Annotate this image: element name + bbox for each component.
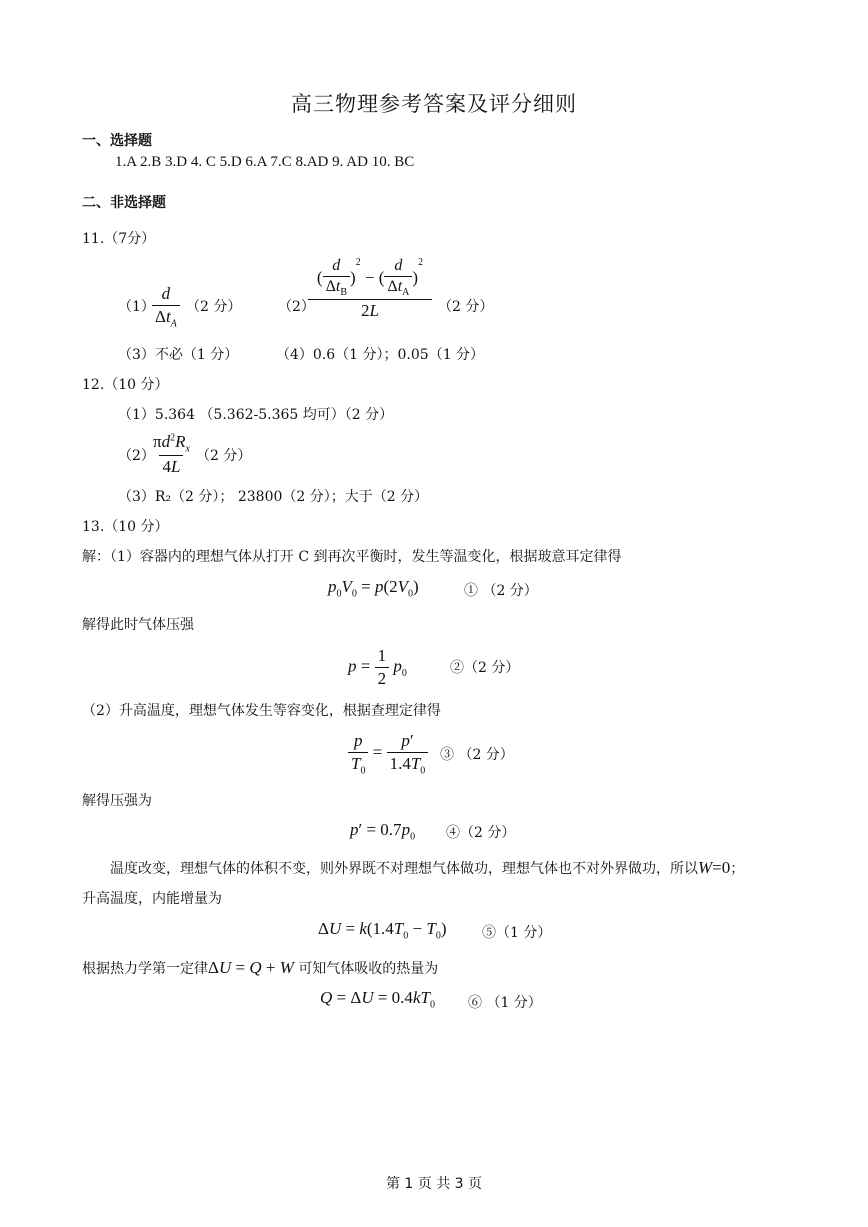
q13-text4: 解得压强为	[82, 793, 152, 809]
q11-part2-label: （2）	[278, 299, 315, 315]
q12-part2-label: （2）	[118, 448, 155, 464]
q13-eq1: $p_0V_0 = p(2V_0)$	[328, 577, 419, 600]
q13-eq5-score: ⑤（1 分）	[482, 925, 552, 941]
q12-part2-score: （2 分）	[196, 448, 252, 464]
q12-part3: （3）R₂（2 分）； 23800（2 分）；大于（2 分）	[118, 489, 429, 505]
section-heading-nonchoice: 二、非选择题	[82, 195, 166, 211]
q13-text3: （2）升高温度，理想气体发生等容变化，根据查理定律得	[82, 703, 441, 719]
q13-eq3: $\frac{p}{T_0}$ = $\frac{p'}{1.4T_0}$	[348, 731, 428, 776]
q11-part3: （3）不必（1 分）	[118, 347, 239, 363]
q11-part2-formula: ( $\frac{d}{\Delta t_B}$ ) $^2$ − ( $\frac{d}{\Delta t_A}$ ) $^2$ 2L	[308, 257, 432, 321]
q11-part1-label: （1）	[118, 299, 155, 315]
q13-eq6-score: ⑥ （1 分）	[468, 995, 542, 1011]
q13-eq4-score: ④（2 分）	[446, 825, 516, 841]
q12-header: 12.（10 分）	[82, 377, 169, 393]
page-footer: 第 1 页 共 3 页	[385, 1176, 483, 1192]
q13-header: 13.（10 分）	[82, 519, 169, 535]
q13-text6: 根据热力学第一定律ΔU = Q + W 可知气体吸收的热量为	[82, 958, 439, 977]
q12-part2-formula: $\frac{\pi d^2R_x}{4L}$	[153, 432, 190, 477]
q11-part1-formula: $\frac{d}{\Delta t_A}$	[152, 284, 180, 329]
q13-text2: 解得此时气体压强	[82, 617, 194, 633]
choice-answers: 1.A 2.B 3.D 4. C 5.D 6.A 7.C 8.AD 9. AD 10. BC	[115, 154, 415, 170]
q11-part2-score: （2 分）	[438, 299, 494, 315]
q13-eq6: $Q = \Delta U = 0.4kT_0$	[320, 988, 435, 1011]
q11-header: 11.（7分）	[82, 231, 156, 247]
q13-text5a: 温度改变，理想气体的体积不变，则外界既不对理想气体做功，理想气体也不对外界做功，所以W=0；	[110, 858, 745, 877]
q13-intro: 解：（1）容器内的理想气体从打开 C 到再次平衡时，发生等温变化，根据玻意耳定律得	[82, 549, 622, 565]
q13-eq2: p = $\frac{1}{2}$ $p_0$	[348, 646, 407, 688]
q11-part4: （4）0.6（1 分）；0.05（1 分）	[276, 347, 485, 363]
q13-eq1-score: ① （2 分）	[464, 583, 538, 599]
q13-eq4: $p' = 0.7p_0$	[350, 820, 416, 843]
q13-text5b: 升高温度，内能增量为	[82, 891, 222, 907]
q11-part1-score: （2 分）	[186, 299, 242, 315]
q12-part1: （1）5.364 （5.362-5.365 均可）（2 分）	[118, 407, 394, 423]
q13-eq5: $\Delta U = k(1.4T_0 - T_0)$	[318, 919, 447, 942]
q13-eq2-score: ②（2 分）	[450, 660, 520, 676]
q13-eq3-score: ③ （2 分）	[440, 747, 514, 763]
page-title: 高三物理参考答案及评分细则	[291, 92, 577, 116]
section-heading-choice: 一、选择题	[82, 133, 152, 149]
